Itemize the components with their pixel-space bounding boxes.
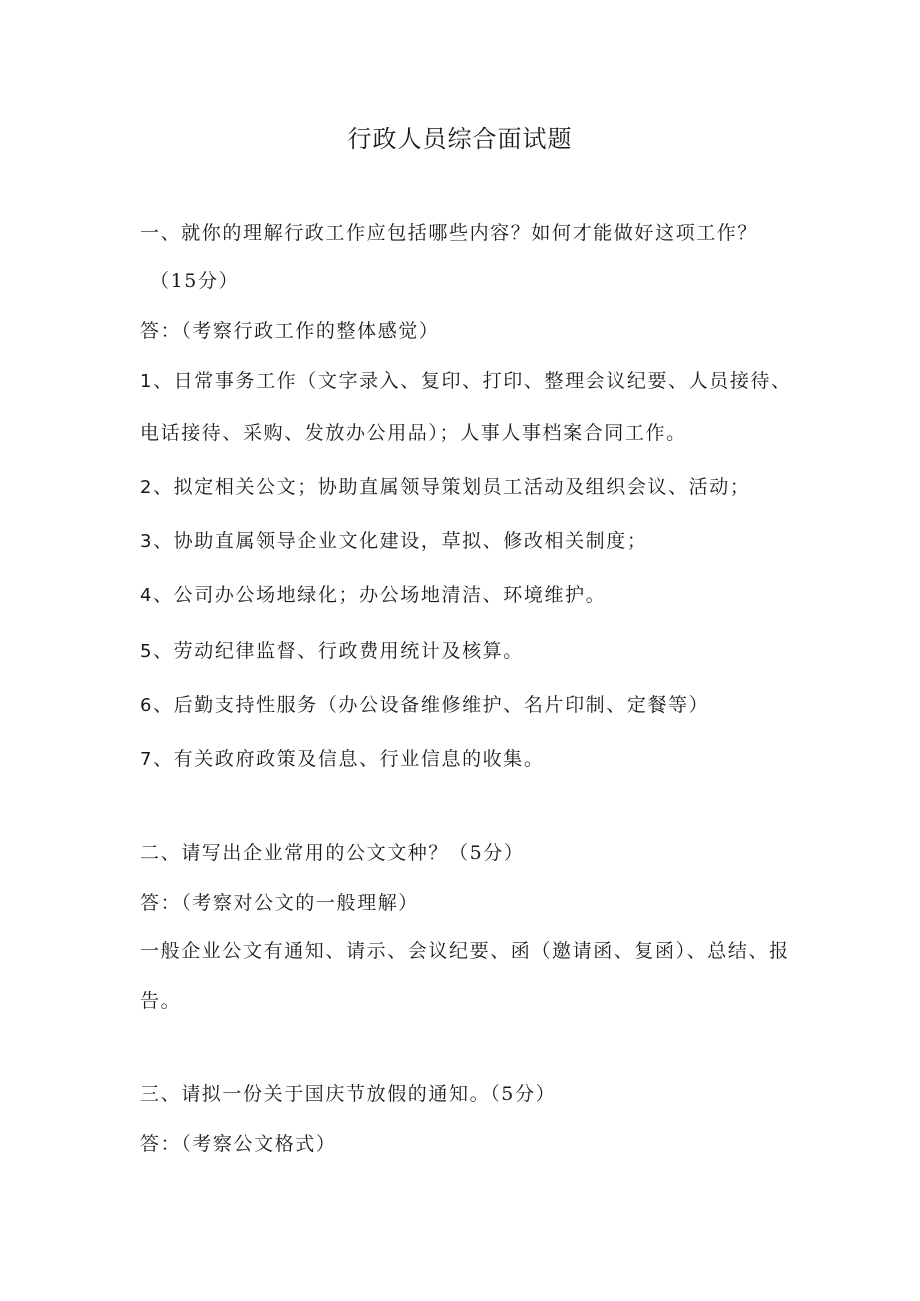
item-number: 7 — [140, 749, 154, 770]
answer-1-item — [140, 420, 687, 446]
answer-1-item — [140, 746, 544, 773]
question-2: 二、请写出企业常用的公文文种？（5分） — [140, 842, 525, 864]
answer-3-intro: 答：（考察公文格式） — [140, 1133, 337, 1155]
question-1: 一、就你的理解行政工作应包括哪些内容？如何才能做好这项工作？ — [140, 222, 759, 244]
answer-1-intro: 答：（考察行政工作的整体感觉） — [140, 320, 440, 342]
answer-1-item — [140, 474, 750, 501]
item-number: 6 — [140, 695, 154, 716]
item-text: 电话接待、采购、发放办公用品）；人事人事档案合同工作。 — [140, 422, 687, 444]
item-text: 、有关政府政策及信息、行业信息的收集。 — [153, 748, 545, 770]
question-1-score: （15分） — [150, 270, 240, 292]
item-number: 4 — [140, 585, 154, 606]
document-title: 行政人员综合面试题 — [347, 125, 573, 153]
answer-1-item — [140, 528, 647, 555]
item-text: 、公司办公场地绿化；办公场地清洁、环境维护。 — [153, 584, 607, 606]
item-text: 、拟定相关公文；协助直属领导策划员工活动及组织会议、活动； — [153, 476, 751, 498]
answer-1-item — [140, 638, 524, 665]
answer-1-item — [140, 368, 792, 395]
item-text: 、劳动纪律监督、行政费用统计及核算。 — [153, 640, 524, 662]
answer-1-item — [140, 692, 709, 719]
answer-1-item — [140, 582, 606, 609]
question-3: 三、请拟一份关于国庆节放假的通知。（5分） — [140, 1083, 557, 1105]
answer-2-text: 一般企业公文有通知、请示、会议纪要、函（邀请函、复函）、总结、报 — [140, 940, 790, 962]
item-text: 、协助直属领导企业文化建设，草拟、修改相关制度； — [153, 530, 648, 552]
answer-2-text-continued: 告。 — [140, 990, 182, 1012]
item-number: 1 — [140, 371, 154, 392]
item-text: 、后勤支持性服务（办公设备维修维护、名片印制、定餐等） — [153, 694, 710, 716]
item-number: 3 — [140, 531, 154, 552]
item-number: 5 — [140, 641, 154, 662]
item-number: 2 — [140, 477, 154, 498]
answer-2-intro: 答：（考察对公文的一般理解） — [140, 892, 419, 914]
item-text: 、日常事务工作（文字录入、复印、打印、整理会议纪要、人员接待、 — [153, 370, 792, 392]
